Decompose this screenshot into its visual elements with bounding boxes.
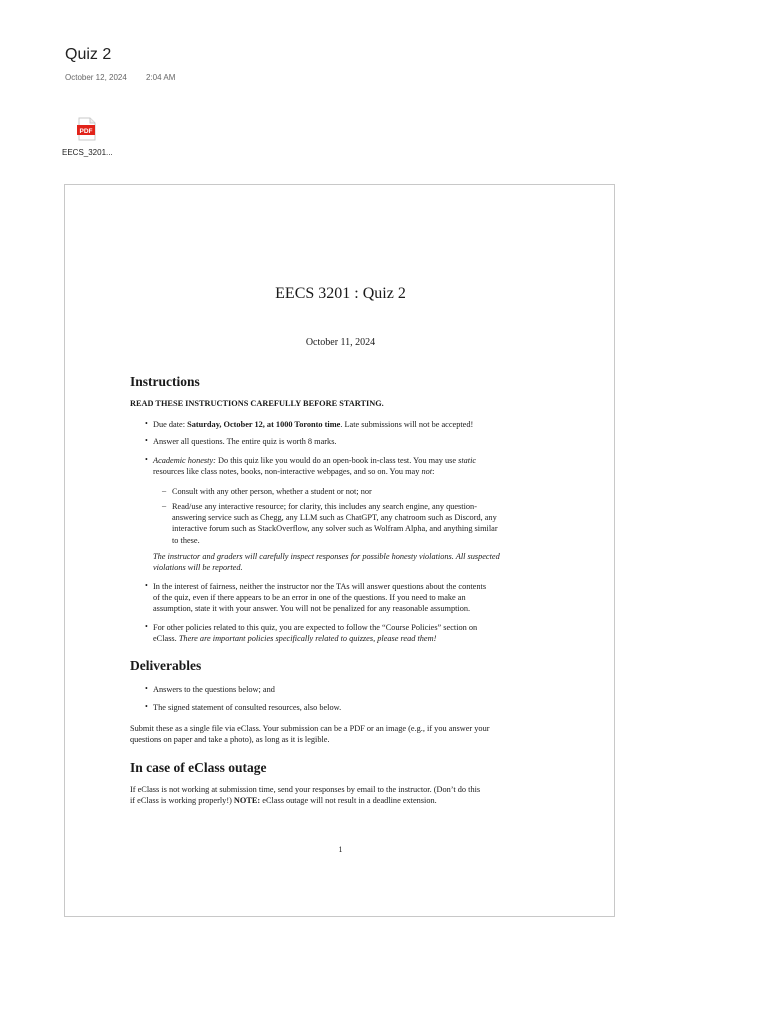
pdf-badge-label: PDF	[79, 127, 93, 135]
due-date-item: Due date: Saturday, October 12, at 1000 Toronto time. Late submissions will not be accepted!	[153, 420, 474, 429]
outage-text: If eClass is not working at submission time, send your responses by email to the instructor. (Don’t do this if eClass is working properly!) NOTE: eClass outage will not result in a deadline extension.	[130, 785, 481, 806]
deliverable-item-1: Answers to the questions below; and	[153, 685, 275, 694]
note-date: October 12, 2024	[65, 73, 127, 82]
note-title: Quiz 2	[65, 46, 112, 63]
fairness-item: In the interest of fairness, neither the instructor nor the TAs will answer questions about the contents of the quiz, even if there appears to be an error in one of the questions. If you need to make an assumption, state it with your answer. You will not be penalized for any reasonable assumption.	[153, 582, 487, 614]
bullet-dot: •	[145, 684, 148, 693]
deliverables-heading: Deliverables	[130, 658, 202, 673]
sub-dash: –	[162, 486, 167, 495]
honesty-item: Academic honesty: Do this quiz like you would do an open-book in-class test. You may use static resources like class notes, books, non-interactive webpages, and so on. You may not:	[153, 456, 477, 477]
honesty-sub-item-2: Read/use any interactive resource; for clarity, this includes any search engine, any question- answering service such as Chegg, any LLM such as ChatGPT, any chatroom such as Discord, any interactive forum such as StackOverflow, any solver such as Wolfram Alpha, and anything similar to these.	[172, 502, 498, 545]
pdf-file-icon	[77, 117, 97, 141]
outage-heading: In case of eClass outage	[130, 760, 267, 775]
instructions-warning: READ THESE INSTRUCTIONS CAREFULLY BEFORE STARTING.	[130, 399, 384, 408]
honesty-warning: The instructor and graders will carefully inspect responses for possible honesty violations. All suspected violations will be reported.	[153, 552, 500, 573]
bullet-dot: •	[145, 702, 148, 711]
answer-all-item: Answer all questions. The entire quiz is worth 8 marks.	[153, 437, 337, 446]
pdf-page-preview	[64, 184, 615, 917]
doc-title: EECS 3201 : Quiz 2	[275, 285, 406, 302]
bullet-dot: •	[145, 581, 148, 590]
note-time: 2:04 AM	[146, 73, 176, 82]
bullet-dot: •	[145, 419, 148, 428]
bullet-dot: •	[145, 455, 148, 464]
submit-instructions: Submit these as a single file via eClass. Your submission can be a PDF or an image (e.g., if you answer your questions on paper and take a photo), as long as it is legible.	[130, 724, 490, 745]
doc-date: October 11, 2024	[305, 337, 376, 348]
bullet-dot: •	[145, 436, 148, 445]
sub-dash: –	[162, 501, 167, 510]
policies-item: For other policies related to this quiz, you are expected to follow the “Course Policies” section on eClass. There are important policies specifically related to quizzes, please read them!	[153, 623, 478, 644]
deliverable-item-2: The signed statement of consulted resources, also below.	[153, 703, 342, 712]
attachment-name[interactable]: EECS_3201...	[62, 148, 113, 157]
bullet-dot: •	[145, 622, 148, 631]
page-number: 1	[338, 845, 343, 854]
instructions-heading: Instructions	[130, 374, 200, 389]
honesty-sub-item-1: Consult with any other person, whether a student or not; nor	[172, 487, 372, 496]
